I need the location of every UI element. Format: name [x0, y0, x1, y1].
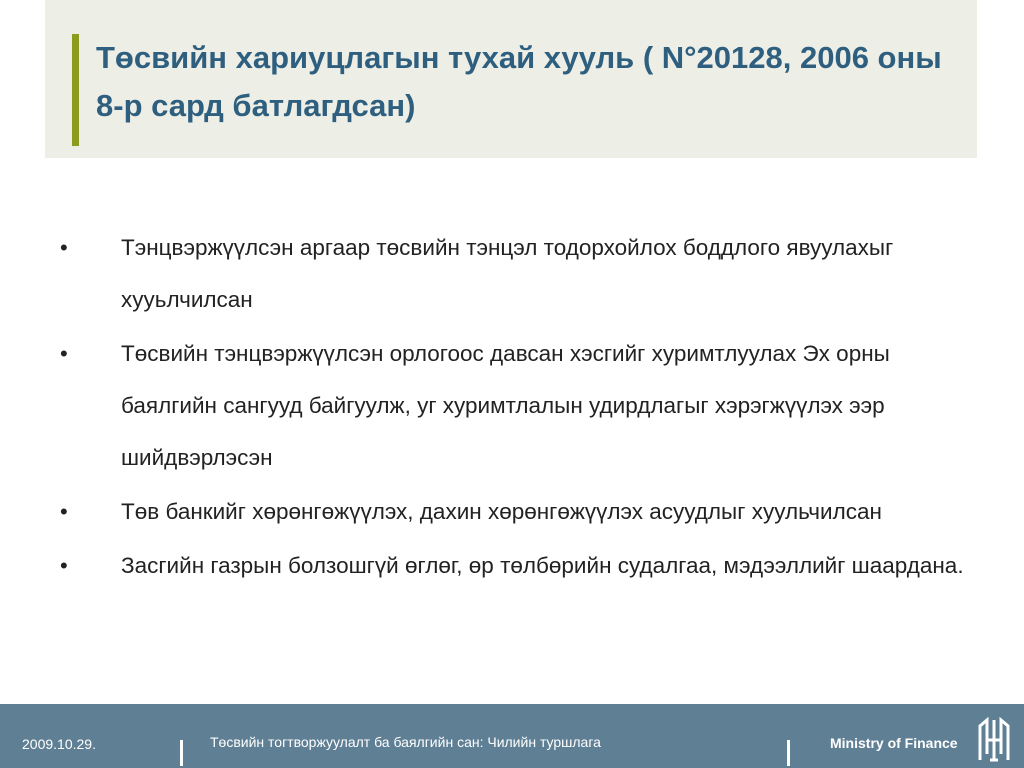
bullet-dot: • [60, 499, 68, 524]
ministry-monogram-icon [976, 716, 1012, 764]
footer-ministry-name: Ministry of Finance [830, 735, 958, 751]
bullet-dot: • [60, 553, 68, 578]
footer-presentation-title: Төсвийн тогтворжуулалт ба баялгийн сан: Чилийн туршлага [210, 734, 601, 750]
bullet-item [0, 540, 1024, 592]
bullet-text: Төв банкийг хөрөнгөжүүлэх, дахин хөрөнгөжүүлэх асуудлыг хуульчилсан [121, 499, 882, 524]
footer-divider [787, 740, 790, 766]
bullet-dot: • [60, 235, 68, 260]
title-accent-bar [72, 34, 79, 146]
footer-divider [180, 740, 183, 766]
bullet-list [0, 222, 1024, 594]
footer-bar [0, 704, 1024, 768]
footer-date: 2009.10.29. [22, 736, 96, 752]
bullet-text: Тэнцвэржүүлсэн аргаар төсвийн тэнцэл тодорхойлох боддлого явуулахыг хууьлчилсан [121, 235, 894, 312]
bullet-item [0, 328, 1024, 484]
bullet-text: Төсвийн тэнцвэржүүлсэн орлогоос давсан хэсгийг хуримтлуулах Эх орны баялгийн сангууд байгуулж, уг хуримтлалын удирдлагыг хэрэгжүүлэх ээр шийдвэрлэсэн [121, 341, 890, 470]
bullet-dot: • [60, 341, 68, 366]
bullet-item [0, 222, 1024, 326]
slide-title: Төсвийн хариуцлагын тухай хууль ( N°20128, 2006 оны 8-р сард батлагдсан) [96, 40, 942, 123]
bullet-item [0, 486, 1024, 538]
bullet-text: Засгийн газрын болзошгүй өглөг, өр төлбөрийн судалгаа, мэдээллийг шаардана. [121, 553, 964, 578]
